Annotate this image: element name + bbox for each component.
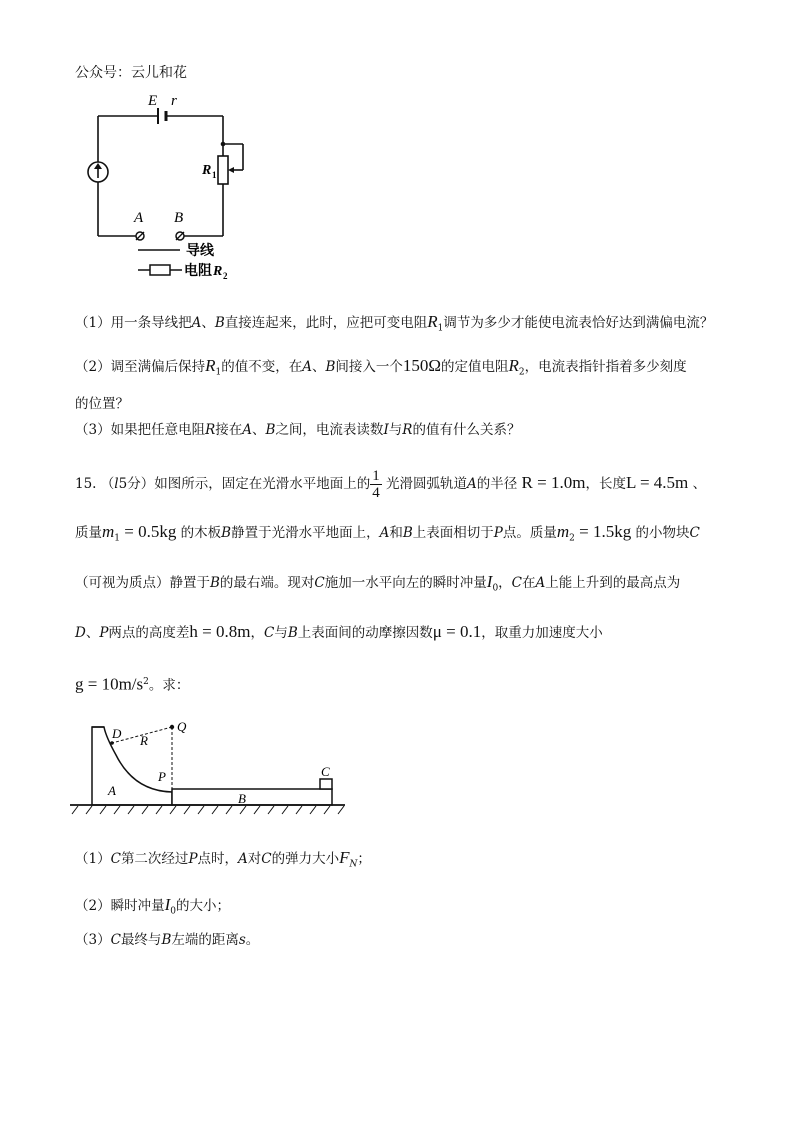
legend-wire-label: 导线 bbox=[186, 243, 214, 259]
q14-part2: （2）调至满偏后保持$R_1$的值不变，在A、B间接入一个150Ω的定值电阻$R_2$，电流表指针指着多少刻度 bbox=[75, 356, 687, 378]
center-q-dot bbox=[170, 725, 174, 729]
label-r1-sub: 1 bbox=[212, 170, 217, 180]
legend-resistor-icon bbox=[150, 265, 170, 275]
label-b: B bbox=[174, 210, 184, 226]
label-q: Q bbox=[177, 719, 187, 734]
q15-line3: （可视为质点）静置于B的最右端。现对C施加一水平向左的瞬时冲量$I_0$，C在A上能上升到的最高点为 bbox=[75, 572, 681, 594]
label-p: P bbox=[158, 769, 166, 784]
legend-resistor-label: 电阻 bbox=[184, 263, 212, 279]
label-a: A bbox=[134, 210, 144, 226]
q15-line4: D、P两点的高度差h = 0.8m，C与B上表面间的动摩擦因数μ = 0.1，取重力加速度大小 bbox=[75, 622, 603, 641]
legend-resistor-sym: R bbox=[213, 264, 223, 279]
q15-sub2: （2）瞬时冲量$I_0$的大小； bbox=[75, 895, 230, 917]
label-e: E bbox=[148, 93, 158, 109]
q15-sub1: （1）C第二次经过P点时，A对C的弹力大小$F_N$； bbox=[75, 848, 371, 870]
label-block-a: A bbox=[108, 783, 116, 798]
q14-part3: （3）如果把任意电阻R接在A、B之间，电流表读数I与R的值有什么关系？ bbox=[75, 422, 521, 438]
ammeter-icon bbox=[88, 162, 108, 182]
label-radius: R bbox=[140, 733, 148, 748]
q15-line2: 质量$m_1 = 0.5kg$ 的木板B静置于光滑水平地面上，A和B上表面相切于P点。质量$m_2 = 1.5kg$ 的小物块C bbox=[75, 522, 700, 544]
label-r1: R bbox=[202, 163, 212, 178]
label-d: D bbox=[112, 726, 122, 741]
q15-number: 15. bbox=[75, 476, 97, 492]
terminal-b-icon bbox=[176, 232, 184, 240]
legend-resistor-sub: 2 bbox=[223, 271, 228, 281]
circuit-diagram bbox=[80, 88, 270, 288]
rheostat-arrow-icon bbox=[228, 167, 234, 173]
label-r: r bbox=[171, 93, 177, 109]
terminal-a-icon bbox=[136, 232, 144, 240]
q15-line1: 15. （l5分）如图所示，固定在光滑水平地面上的 $\frac{1}{4}$ 光滑圆弧轨道A的半径 R = 1.0m，长度L = 4.5m 、 bbox=[75, 468, 707, 501]
track-diagram bbox=[70, 715, 350, 820]
label-board-b: B bbox=[238, 791, 246, 806]
q14-part1: （1）用一条导线把A、B直接连起来，此时，应把可变电阻$R_1$调节为多少才能使电流表恰好达到满偏电流？ bbox=[75, 312, 714, 334]
q15-sub3: （3）C最终与B左端的距离s。 bbox=[75, 932, 260, 948]
quarter-fraction: $\frac{1}{4}$ bbox=[372, 468, 380, 501]
ground-hatching bbox=[72, 806, 344, 814]
header-source: 公众号：云儿和花 bbox=[75, 65, 187, 81]
q14-part2-cont: 的位置？ bbox=[75, 396, 129, 412]
label-block-c: C bbox=[321, 764, 330, 779]
q15-line5: $g = 10m/s^2$。求： bbox=[75, 674, 190, 694]
